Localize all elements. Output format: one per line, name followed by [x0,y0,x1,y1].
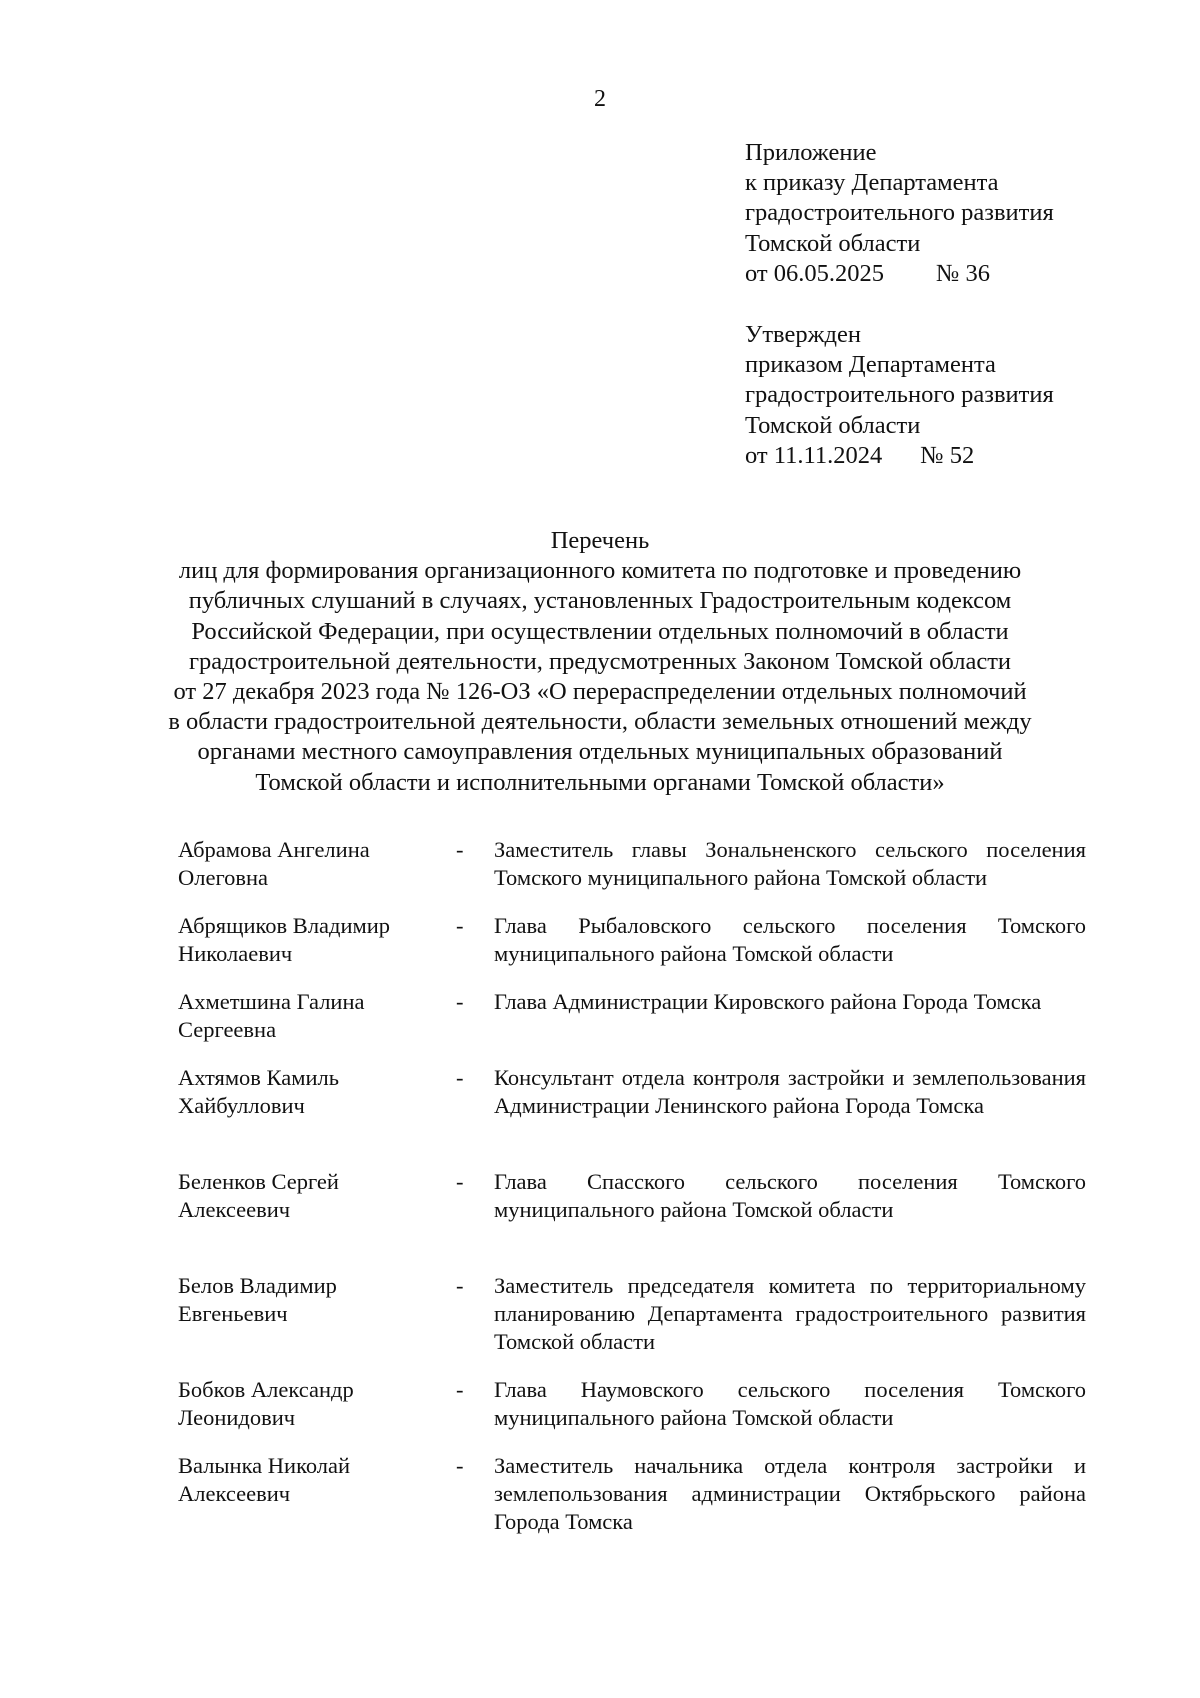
person-patronymic: Хайбуллович [178,1093,305,1118]
approved-date-line [745,441,1054,471]
appendix-line: градостроительного развития [745,199,1054,227]
person-surname-name: Белов Владимир [178,1273,337,1298]
person-position: Консультант отдела контроля застройки и землепользования Администрации Ленинского района Города Томска [494,1065,1086,1118]
person-dash: - [456,1377,464,1402]
document-title [150,526,1050,798]
approved-line: приказом Департамента [745,351,996,379]
person-dash: - [456,1273,464,1298]
approved-line: Утвержден [745,321,861,348]
person-dash: - [456,1065,464,1090]
person-dash: - [456,1169,464,1194]
person-position: Заместитель главы Зональненского сельского поселения Томского муниципального района Томской области [494,837,1086,890]
person-patronymic: Евгеньевич [178,1301,288,1326]
person-position: Глава Спасского сельского поселения Томского муниципального района Томской области [494,1169,1086,1222]
approved-date: от 11.11.2024 [745,441,883,469]
person-patronymic: Николаевич [178,941,293,966]
title-line: Томской области и исполнительными органами Томской области» [255,768,945,796]
appendix-date-line [745,259,1054,289]
person-patronymic: Алексеевич [178,1481,291,1506]
person-name [178,836,438,892]
appendix-line: Приложение [745,139,877,166]
title-line: публичных слушаний в случаях, установленных Градостроительным кодексом [188,587,1012,615]
person-dash: - [456,913,464,938]
person-surname-name: Ахметшина Галина [178,989,365,1014]
person-name [178,1272,438,1328]
page-number: 2 [594,86,606,112]
approved-number: № 52 [920,441,975,469]
person-surname-name: Валынка Николай [178,1453,351,1478]
approved-line: градостроительного развития [745,381,1054,409]
appendix-number: № 36 [936,259,991,287]
person-patronymic: Олеговна [178,865,269,890]
person-surname-name: Абрящиков Владимир [178,913,391,938]
title-line: лиц для формирования организационного комитета по подготовке и проведению [178,557,1022,585]
appendix-date: от 06.05.2025 [745,259,885,287]
person-name [178,912,438,968]
person-patronymic: Леонидович [178,1405,296,1430]
title-line: градостроительной деятельности, предусмотренных Законом Томской области [188,647,1012,675]
approved-block [745,320,1054,471]
person-name [178,1168,438,1224]
person-position: Глава Рыбаловского сельского поселения Томского муниципального района Томской области [494,913,1086,966]
title-line: в области градостроительной деятельности, области земельных отношений между [168,708,1032,736]
person-position: Заместитель председателя комитета по территориальному планированию Департамента градостроительного развития Томской области [494,1273,1086,1354]
person-dash: - [456,837,464,862]
person-position: Заместитель начальника отдела контроля застройки и землепользования администрации Октябрьского района Города Томска [494,1453,1086,1534]
title-line: Российской Федерации, при осуществлении отдельных полномочий в области [191,617,1009,645]
person-name [178,988,438,1044]
person-position: Глава Наумовского сельского поселения Томского муниципального района Томской области [494,1377,1086,1430]
person-patronymic: Алексеевич [178,1197,291,1222]
title-line: от 27 декабря 2023 года № 126-ОЗ «О перераспределении отдельных полномочий [173,678,1027,706]
appendix-line: Томской области [745,229,921,257]
person-dash: - [456,1453,464,1478]
title-heading: Перечень [550,527,650,554]
appendix-block [745,138,1054,289]
person-surname-name: Абрамова Ангелина [178,837,370,862]
person-name [178,1452,438,1508]
person-surname-name: Бобков Александр [178,1377,354,1402]
person-position: Глава Администрации Кировского района Города Томска [494,989,1042,1014]
person-surname-name: Беленков Сергей [178,1169,339,1194]
title-line: органами местного самоуправления отдельных муниципальных образований [197,738,1003,766]
person-name [178,1376,438,1432]
person-dash: - [456,989,464,1014]
person-surname-name: Ахтямов Камиль [178,1065,340,1090]
person-patronymic: Сергеевна [178,1017,277,1042]
appendix-line: к приказу Департамента [745,169,999,197]
person-name [178,1064,438,1120]
approved-line: Томской области [745,411,921,439]
